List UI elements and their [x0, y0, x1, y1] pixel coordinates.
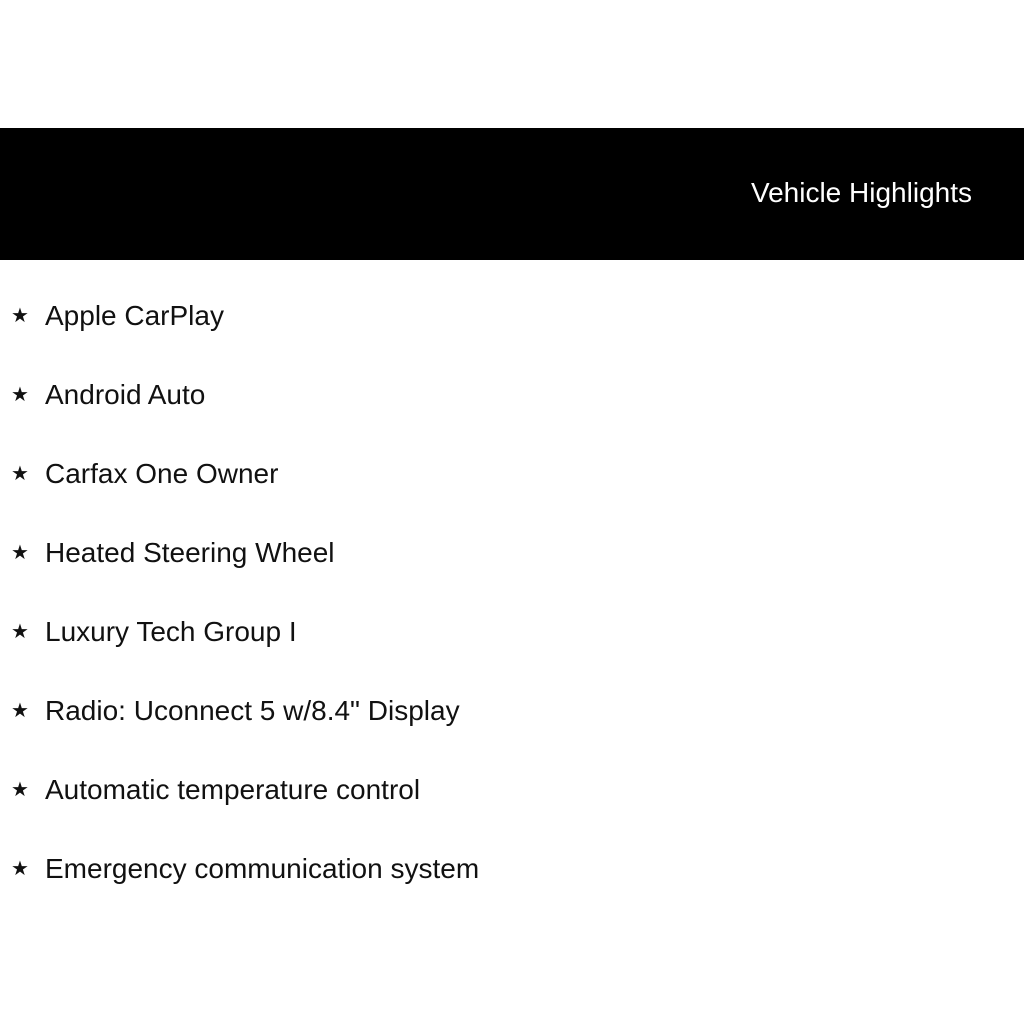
- list-item: [0, 671, 1024, 750]
- page-title: Vehicle Highlights: [750, 177, 972, 208]
- star-icon: ★: [11, 857, 29, 880]
- list-item: [0, 829, 1024, 908]
- list-item: [0, 355, 1024, 434]
- highlight-label: Radio: Uconnect 5 w/8.4" Display: [45, 694, 460, 726]
- highlight-label: Automatic temperature control: [45, 773, 421, 805]
- highlight-label: Carfax One Owner: [45, 457, 279, 489]
- list-item: [0, 276, 1024, 355]
- highlights-list: [0, 276, 1024, 908]
- star-icon: ★: [11, 383, 29, 406]
- highlight-label: Emergency communication system: [45, 852, 480, 884]
- header-band: [0, 128, 1024, 260]
- list-item: [0, 513, 1024, 592]
- list-item: [0, 592, 1024, 671]
- star-icon: ★: [11, 304, 29, 327]
- star-icon: ★: [11, 620, 29, 643]
- star-icon: ★: [11, 699, 29, 722]
- star-icon: ★: [11, 462, 29, 485]
- highlight-label: Heated Steering Wheel: [45, 536, 335, 568]
- highlight-label: Android Auto: [45, 378, 206, 410]
- star-icon: ★: [11, 778, 29, 801]
- list-item: [0, 434, 1024, 513]
- highlight-label: Luxury Tech Group I: [45, 615, 297, 647]
- star-icon: ★: [11, 541, 29, 564]
- highlight-label: Apple CarPlay: [45, 299, 224, 331]
- list-item: [0, 750, 1024, 829]
